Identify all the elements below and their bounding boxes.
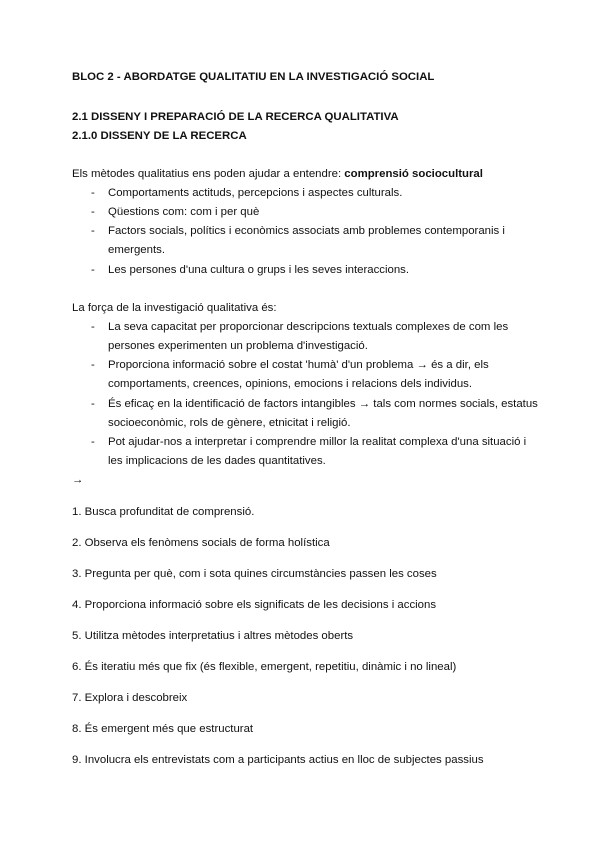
- numbered-item-6: 6. És iteratiu més que fix (és flexible, emergent, repetitiu, dinàmic i no lineal): [72, 661, 457, 673]
- arrow-symbol: →: [72, 474, 84, 486]
- list2-item-1-line1: La seva capacitat per proporcionar descripcions textuals complexes de com les: [108, 321, 509, 333]
- list2-item-1-line2: persones experimenten un problema d'investigació.: [108, 340, 368, 352]
- list2-item-2-line1: Proporciona informació sobre el costat 'humà' d'un problema → és a dir, els: [108, 359, 489, 371]
- numbered-item-2: 2. Observa els fenòmens socials de forma holística: [72, 537, 330, 549]
- strength-intro: La força de la investigació qualitativa és:: [72, 302, 277, 314]
- intro-paragraph: [72, 167, 483, 181]
- bullet-dash: -: [91, 359, 95, 371]
- bullet-dash: -: [91, 398, 95, 410]
- list1-item-1: Comportaments actituds, percepcions i aspectes culturals.: [108, 187, 403, 199]
- list2-item-2-line2: comportaments, creences, opinions, emocions i relacions dels individus.: [108, 378, 473, 390]
- numbered-item-9: 9. Involucra els entrevistats com a participants actius en lloc de subjectes passius: [72, 754, 484, 766]
- numbered-item-3: 3. Pregunta per què, com i sota quines circumstàncies passen les coses: [72, 568, 437, 580]
- numbered-item-8: 8. És emergent més que estructurat: [72, 723, 254, 735]
- bullet-dash: -: [91, 321, 95, 333]
- intro-text: Els mètodes qualitatius ens poden ajudar a entendre:: [72, 168, 345, 180]
- list1-item-2: Qüestions com: com i per què: [108, 206, 260, 218]
- numbered-item-1: 1. Busca profunditat de comprensió.: [72, 506, 255, 518]
- bullet-dash: -: [91, 206, 95, 218]
- numbered-item-7: 7. Explora i descobreix: [72, 692, 188, 704]
- bullet-dash: -: [91, 436, 95, 448]
- numbered-item-4: 4. Proporciona informació sobre els significats de les decisions i accions: [72, 599, 437, 611]
- list1-item-3-line2: emergents.: [108, 244, 165, 256]
- list2-item-3-line1: És eficaç en la identificació de factors intangibles → tals com normes socials, estatus: [108, 398, 538, 410]
- intro-bold: comprensió sociocultural: [344, 168, 483, 180]
- numbered-item-5: 5. Utilitza mètodes interpretatius i altres mètodes oberts: [72, 630, 354, 642]
- section-title: 2.1 DISSENY I PREPARACIÓ DE LA RECERCA QUALITATIVA: [72, 111, 399, 123]
- bullet-dash: -: [91, 187, 95, 199]
- list2-item-3-line2: socioeconòmic, rols de gènere, etnicitat i religió.: [108, 417, 351, 429]
- list1-item-4: Les persones d'una cultura o grups i les seves interaccions.: [108, 264, 410, 276]
- bloc-title: BLOC 2 - ABORDATGE QUALITATIU EN LA INVESTIGACIÓ SOCIAL: [72, 71, 435, 83]
- bullet-dash: -: [91, 225, 95, 237]
- bullet-dash: -: [91, 264, 95, 276]
- list1-item-3-line1: Factors socials, polítics i econòmics associats amb problemes contemporanis i: [108, 225, 505, 237]
- subsection-title: 2.1.0 DISSENY DE LA RECERCA: [72, 130, 247, 142]
- list2-item-4-line1: Pot ajudar-nos a interpretar i comprendre millor la realitat complexa d'una situació i: [108, 436, 527, 448]
- list2-item-4-line2: les implicacions de les dades quantitatives.: [108, 455, 326, 467]
